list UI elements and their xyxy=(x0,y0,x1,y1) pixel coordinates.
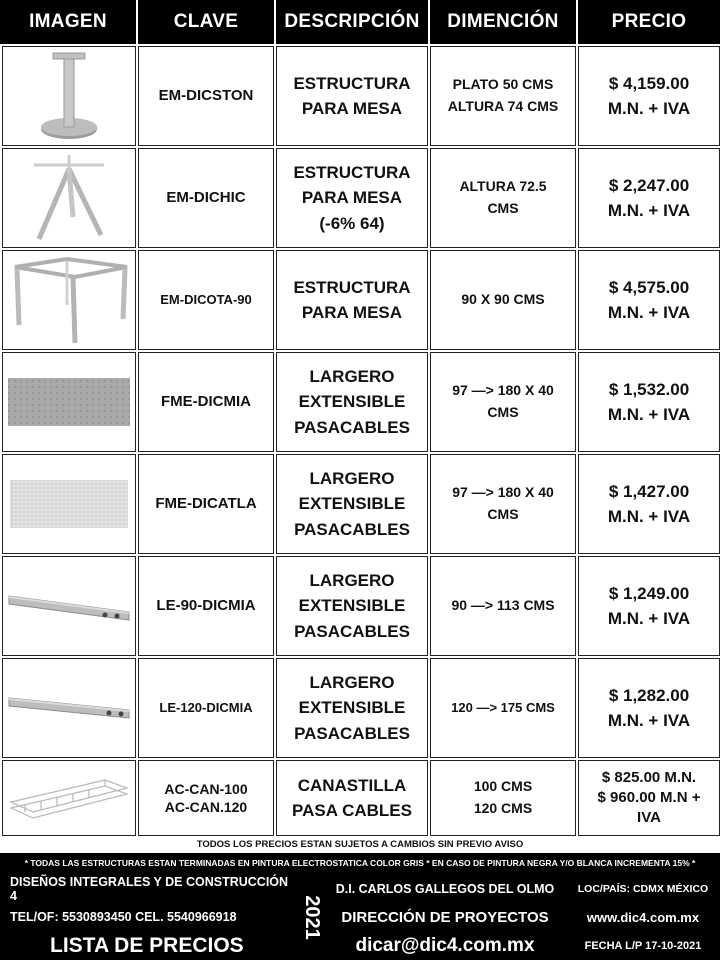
precio-cell: $ 1,249.00 M.N. + IVA xyxy=(578,556,720,656)
dimension-cell: PLATO 50 CMS ALTURA 74 CMS xyxy=(430,46,576,146)
product-image-cable-basket xyxy=(2,760,136,836)
footer-location: LOC/PAÍS: CDMX MÉXICO xyxy=(566,876,720,902)
descripcion-cell: ESTRUCTURA PARA MESA xyxy=(276,250,428,350)
footer-contact-name: D.I. CARLOS GALLEGOS DEL OLMO xyxy=(328,876,562,902)
descripcion-cell: ESTRUCTURA PARA MESA (-6% 64) xyxy=(276,148,428,248)
product-image-square-table-frame xyxy=(2,250,136,350)
dimension-cell: 90 —> 113 CMS xyxy=(430,556,576,656)
dimension-cell: 97 —> 180 X 40 CMS xyxy=(430,352,576,452)
product-image-pedestal-table-base xyxy=(2,46,136,146)
dimension-cell: 100 CMS 120 CMS xyxy=(430,760,576,836)
footer-year: 2021 xyxy=(300,894,323,940)
precio-cell: $ 1,427.00 M.N. + IVA xyxy=(578,454,720,554)
product-image-extensible-rail xyxy=(2,658,136,758)
header-dimension: DIMENCIÓN xyxy=(430,0,576,44)
clave-cell: FME-DICMIA xyxy=(138,352,274,452)
footer-department: DIRECCIÓN DE PROYECTOS xyxy=(328,904,562,930)
product-image-tripod-table-base xyxy=(2,148,136,248)
precio-cell: $ 1,282.00 M.N. + IVA xyxy=(578,658,720,758)
dimension-cell: 120 —> 175 CMS xyxy=(430,658,576,758)
descripcion-cell: LARGERO EXTENSIBLE PASACABLES xyxy=(276,658,428,758)
descripcion-cell: LARGERO EXTENSIBLE PASACABLES xyxy=(276,556,428,656)
clave-cell: LE-90-DICMIA xyxy=(138,556,274,656)
precio-cell: $ 1,532.00 M.N. + IVA xyxy=(578,352,720,452)
clave-cell: EM-DICHIC xyxy=(138,148,274,248)
header-imagen: IMAGEN xyxy=(0,0,136,44)
descripcion-cell: ESTRUCTURA PARA MESA xyxy=(276,46,428,146)
footer-email[interactable]: dicar@dic4.com.mx xyxy=(328,932,562,960)
footer-year-block xyxy=(296,874,326,960)
precio-cell: $ 2,247.00 M.N. + IVA xyxy=(578,148,720,248)
price-notice: TODOS LOS PRECIOS ESTAN SUJETOS A CAMBIOS SIN PREVIO AVISO xyxy=(196,839,524,850)
descripcion-cell: CANASTILLA PASA CABLES xyxy=(276,760,428,836)
footer-phones: TEL/OF: 5530893450 CEL. 5540966918 xyxy=(4,904,296,930)
clave-cell: LE-120-DICMIA xyxy=(138,658,274,758)
dimension-cell: 90 X 90 CMS xyxy=(430,250,576,350)
precio-cell: $ 4,159.00 M.N. + IVA xyxy=(578,46,720,146)
descripcion-cell: LARGERO EXTENSIBLE PASACABLES xyxy=(276,352,428,452)
precio-cell: $ 825.00 M.N. $ 960.00 M.N + IVA xyxy=(578,760,720,836)
footer-website[interactable]: www.dic4.com.mx xyxy=(566,904,720,930)
clave-cell: FME-DICATLA xyxy=(138,454,274,554)
footer-title: LISTA DE PRECIOS xyxy=(4,932,296,960)
product-image-extensible-rail xyxy=(2,556,136,656)
clave-cell: EM-DICSTON xyxy=(138,46,274,146)
product-image-perforated-panel xyxy=(2,454,136,554)
finish-note: * TODAS LAS ESTRUCTURAS ESTAN TERMINADAS EN PINTURA ELECTROSTATICA COLOR GRIS * EN CASO DE PINTURA NEGRA Y/O BLANCA INCREMENTA 15% * xyxy=(0,853,720,873)
footer-company: DISEÑOS INTEGRALES Y DE CONSTRUCCIÓN 4 xyxy=(4,876,296,902)
dimension-cell: 97 —> 180 X 40 CMS xyxy=(430,454,576,554)
footer-date: FECHA L/P 17-10-2021 xyxy=(566,932,720,960)
header-descripcion: DESCRIPCIÓN xyxy=(276,0,428,44)
header-precio: PRECIO xyxy=(578,0,720,44)
precio-cell: $ 4,575.00 M.N. + IVA xyxy=(578,250,720,350)
dimension-cell: ALTURA 72.5 CMS xyxy=(430,148,576,248)
descripcion-cell: LARGERO EXTENSIBLE PASACABLES xyxy=(276,454,428,554)
product-image-perforated-panel xyxy=(2,352,136,452)
header-clave: CLAVE xyxy=(138,0,274,44)
clave-cell: EM-DICOTA-90 xyxy=(138,250,274,350)
clave-cell: AC-CAN-100 AC-CAN.120 xyxy=(138,760,274,836)
